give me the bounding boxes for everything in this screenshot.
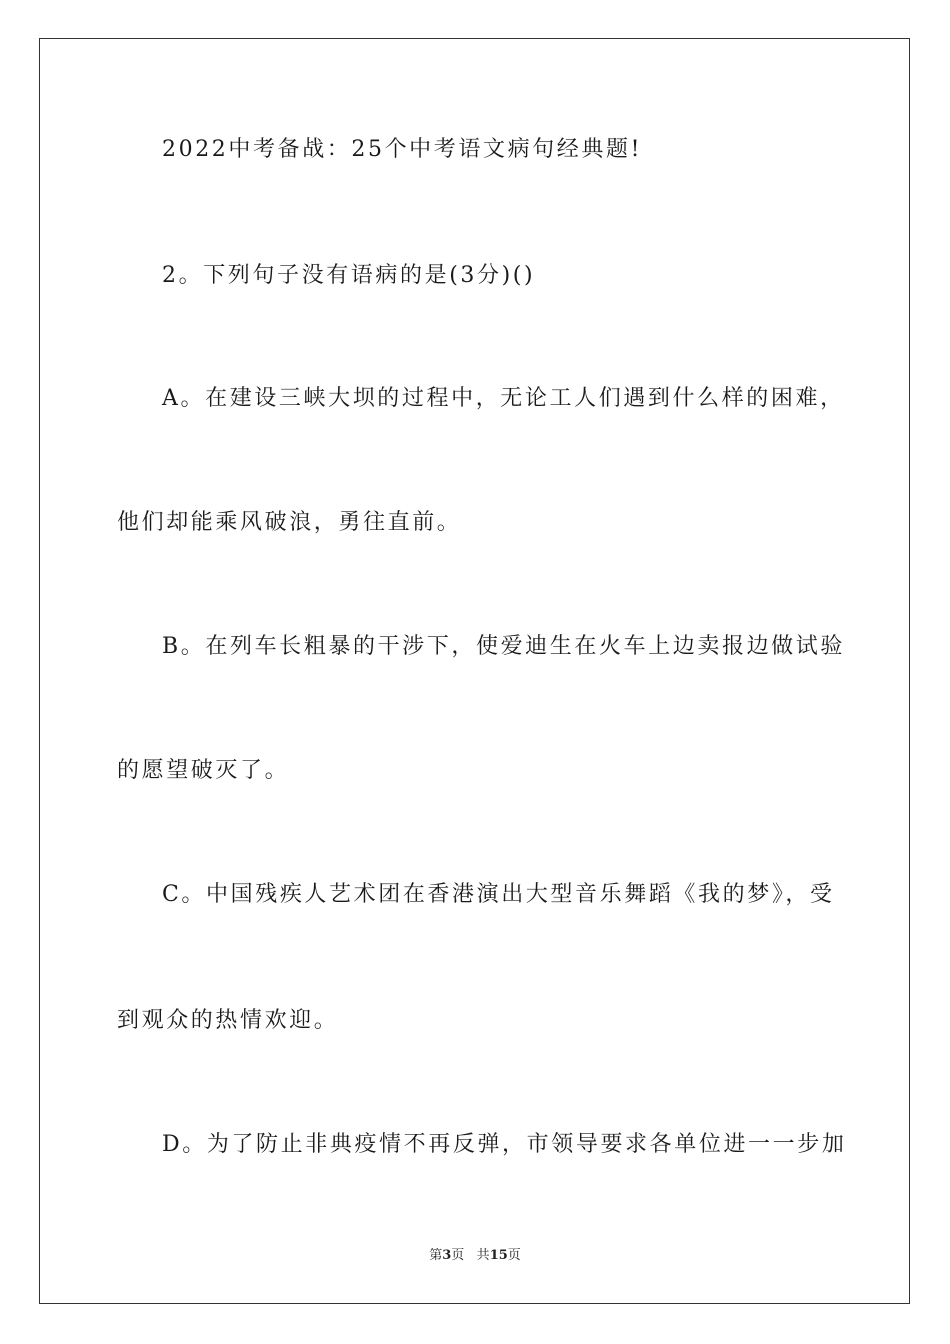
option-b-line-1: B。在列车长粗暴的干涉下，使爱迪生在火车上边卖报边做试验 xyxy=(162,634,845,659)
option-d-line-1: D。为了防止非典疫情不再反弹，市领导要求各单位进一一步加 xyxy=(162,1132,847,1157)
option-a-line-1: A。在建设三峡大坝的过程中，无论工人们遇到什么样的困难， xyxy=(162,386,845,411)
option-b-line-2: 的愿望破灭了。 xyxy=(117,758,290,783)
total-pages: 15 xyxy=(489,1248,508,1263)
page-prefix: 第 xyxy=(429,1248,443,1263)
page-footer xyxy=(0,1247,950,1265)
question-stem: 2。下列句子没有语病的是(3分)() xyxy=(162,263,536,288)
total-suffix: 页 xyxy=(507,1248,521,1263)
option-c-line-2: 到观众的热情欢迎。 xyxy=(117,1008,339,1033)
total-prefix: 共 xyxy=(476,1248,490,1263)
page-border xyxy=(39,38,910,1304)
page-suffix: 页 xyxy=(451,1248,465,1263)
page-number: 3 xyxy=(442,1248,452,1263)
option-a-line-2: 他们却能乘风破浪，勇往直前。 xyxy=(117,510,462,535)
document-title: 2022中考备战：25个中考语文病句经典题! xyxy=(162,137,643,162)
option-c-line-1: C。中国残疾人艺术团在香港演出大型音乐舞蹈《我的梦》，受 xyxy=(162,882,835,907)
